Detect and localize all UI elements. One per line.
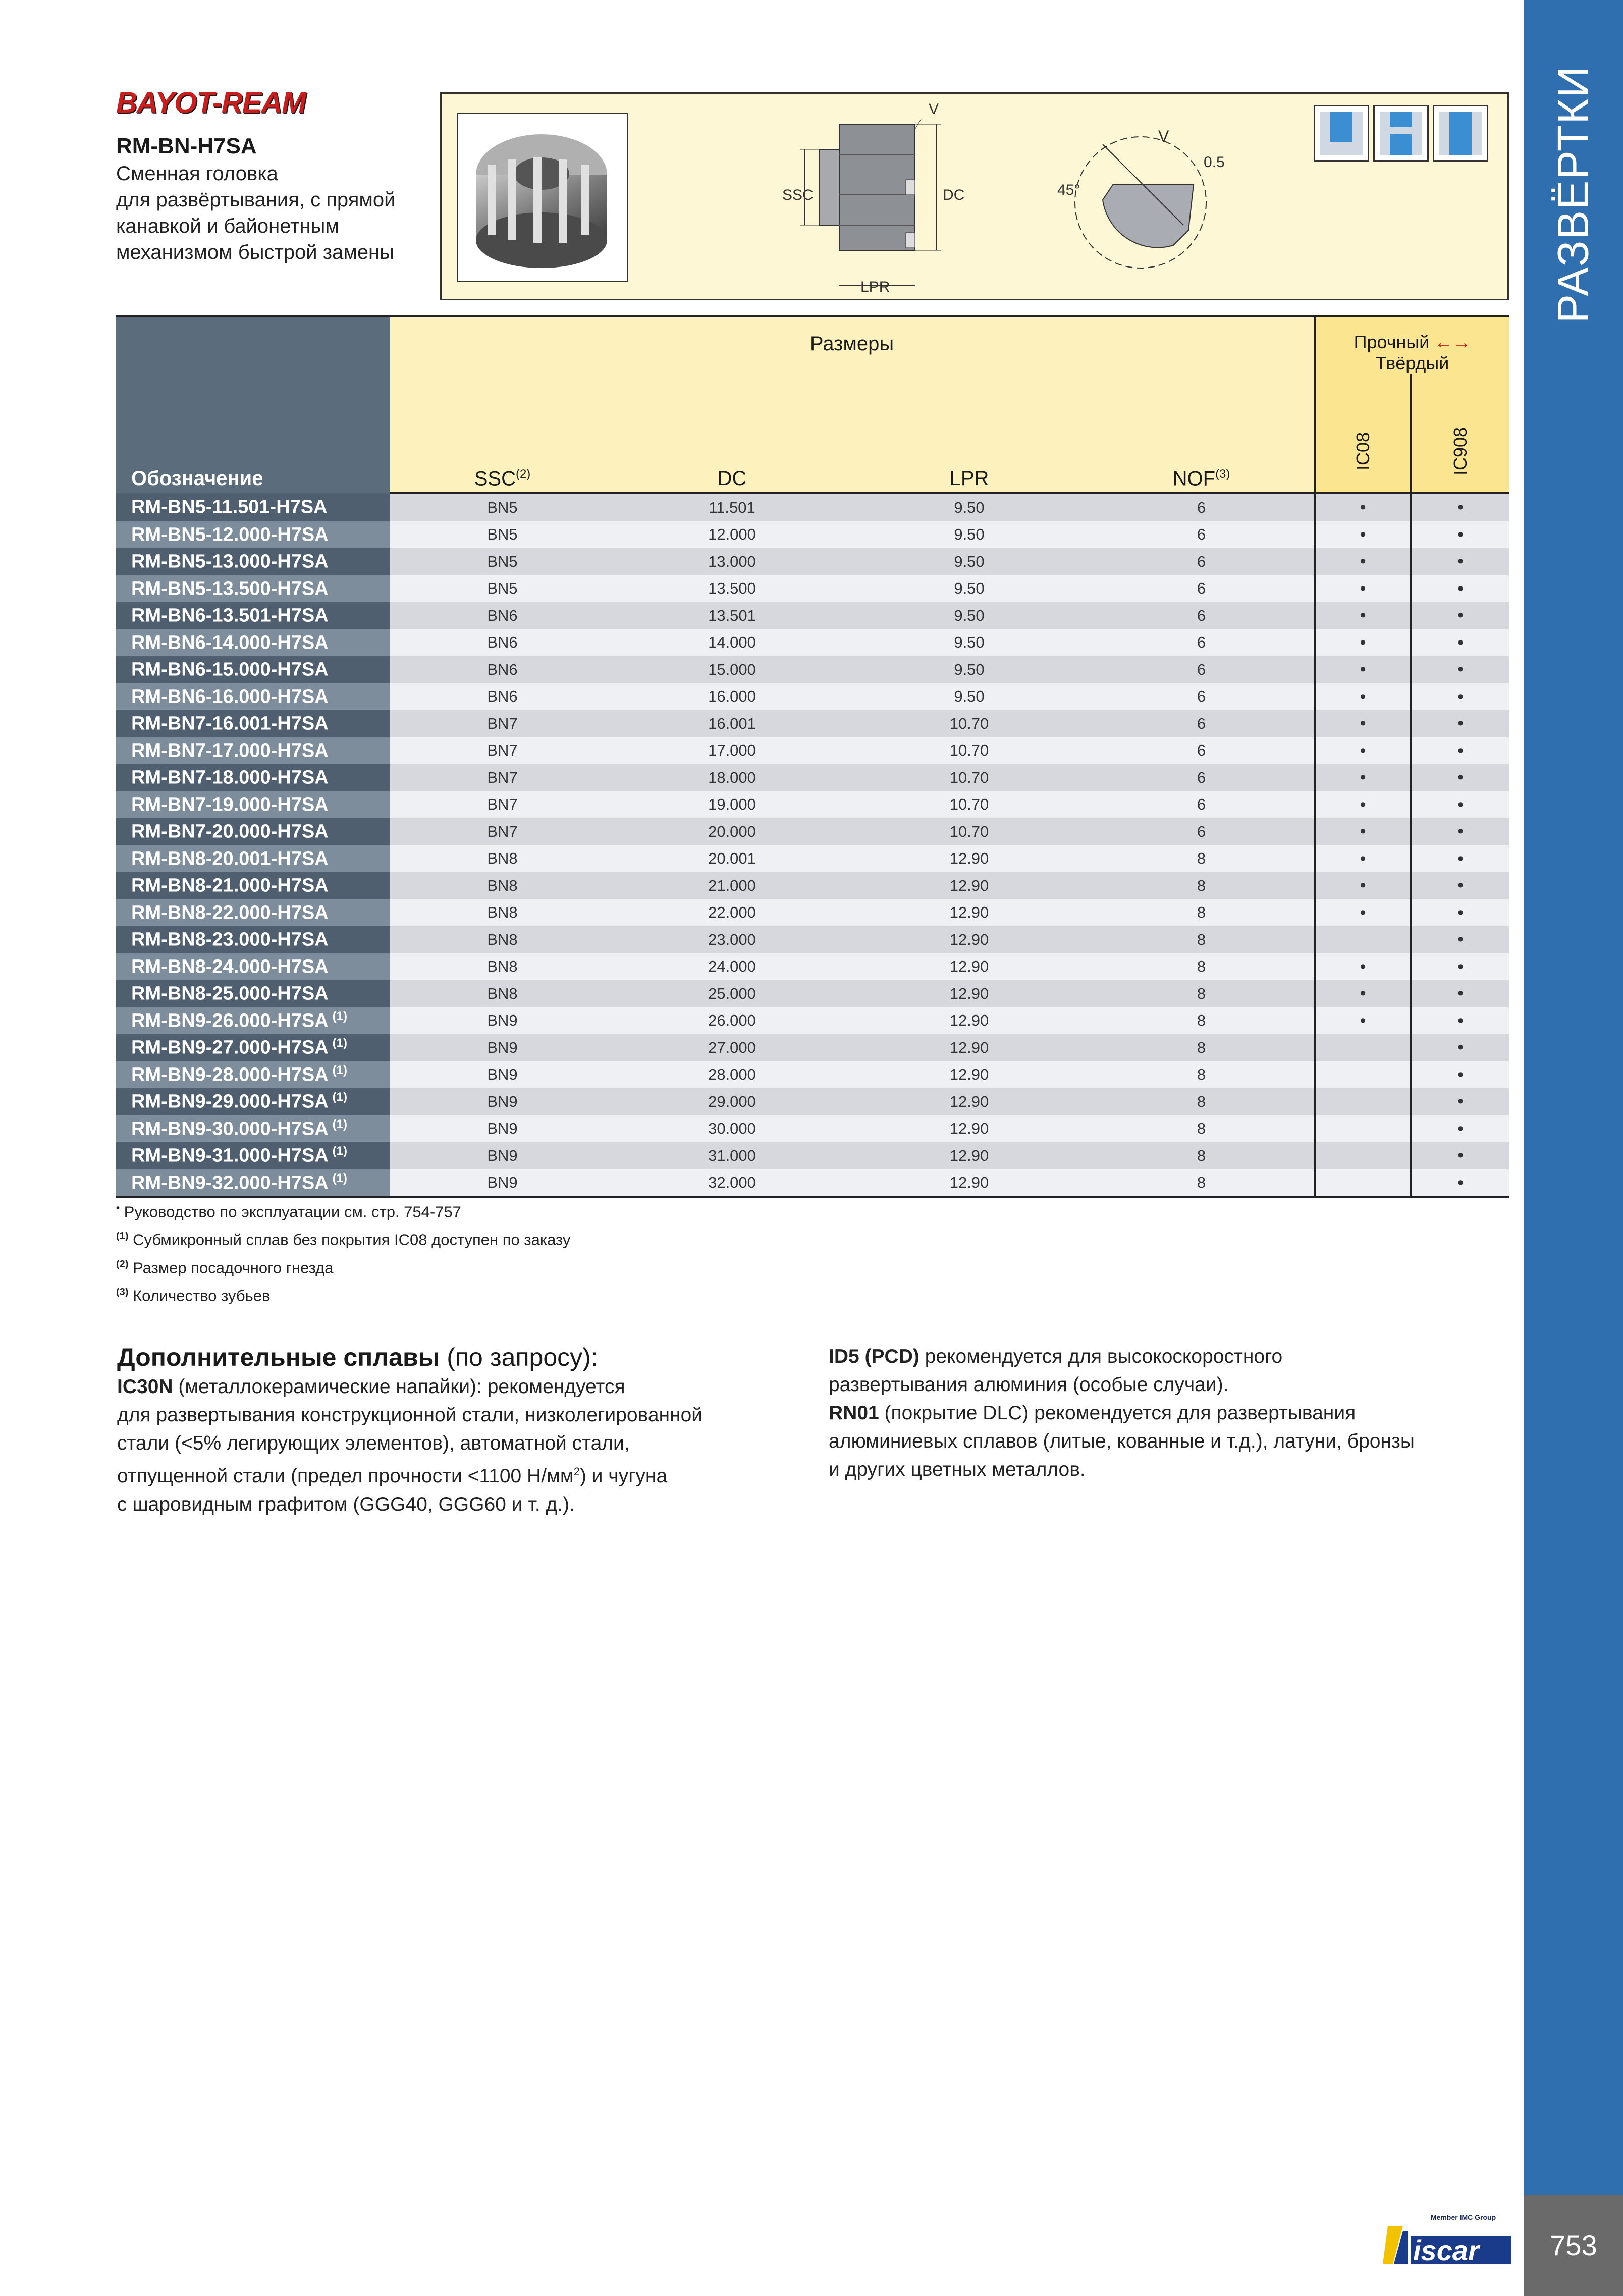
cell-designation: RM-BN6-13.501-H7SA (116, 602, 390, 629)
cell-dc: 20.000 (615, 818, 849, 845)
cell-ic908: • (1411, 629, 1509, 657)
logo-member-text: Member IMC Group (1431, 2213, 1496, 2221)
cell-lpr: 12.90 (849, 980, 1089, 1007)
cell-ssc: BN8 (390, 845, 615, 873)
table-row (116, 1169, 1509, 1198)
cell-ssc: BN5 (390, 575, 615, 603)
cell-nof: 6 (1089, 656, 1315, 683)
cell-nof: 6 (1089, 710, 1315, 737)
cell-nof: 8 (1089, 1034, 1315, 1061)
cell-ic908: • (1411, 602, 1509, 629)
description-line: для развёртывания, с прямой (116, 189, 396, 211)
cell-dc: 29.000 (615, 1088, 849, 1115)
application-icon-interrupted (1373, 105, 1429, 162)
cell-nof: 6 (1089, 493, 1315, 521)
cell-ic08: • (1315, 521, 1411, 549)
cell-ic908: • (1411, 818, 1509, 845)
footnote: $^{(1)}$ Субмикронный сплав без покрытия IC08 доступен по заказу (116, 1231, 571, 1249)
cell-dc: 22.000 (615, 899, 849, 927)
table-row (116, 656, 1509, 683)
cell-ic908: • (1411, 1088, 1509, 1115)
cell-lpr: 12.90 (849, 1169, 1089, 1198)
cell-dc: 30.000 (615, 1115, 849, 1143)
product-table (116, 315, 1509, 1198)
cell-designation: RM-BN9-27.000-H7SA $^{(1)}$ (116, 1034, 390, 1061)
cell-nof: 6 (1089, 548, 1315, 575)
cell-designation: RM-BN5-11.501-H7SA (116, 493, 390, 521)
cell-ssc: BN7 (390, 710, 615, 737)
cell-ic08: • (1315, 575, 1411, 603)
cell-ic908: • (1411, 683, 1509, 711)
cell-ssc: BN5 (390, 548, 615, 575)
cell-lpr: 9.50 (849, 548, 1089, 575)
table-row (116, 602, 1509, 629)
cell-designation: RM-BN8-20.001-H7SA (116, 845, 390, 873)
cell-designation: RM-BN8-25.000-H7SA (116, 980, 390, 1007)
svg-text:iscar: iscar (1413, 2234, 1479, 2266)
cell-designation: RM-BN9-26.000-H7SA $^{(1)}$ (116, 1007, 390, 1035)
cell-designation: RM-BN7-16.001-H7SA (116, 710, 390, 737)
table-row (116, 980, 1509, 1007)
col-grade-ic08: IC08 (1315, 374, 1411, 493)
table-row (116, 521, 1509, 549)
cell-ic908: • (1411, 656, 1509, 683)
cell-ic908: • (1411, 1034, 1509, 1061)
cell-ic908: • (1411, 926, 1509, 953)
cell-ic908: • (1411, 1061, 1509, 1089)
cell-ic908: • (1411, 575, 1509, 603)
cell-lpr: 9.50 (849, 521, 1089, 549)
cell-ssc: BN8 (390, 872, 615, 899)
arrow-icon: ←→ (1434, 332, 1471, 352)
cell-designation: RM-BN7-20.000-H7SA (116, 818, 390, 845)
cell-ssc: BN5 (390, 493, 615, 521)
cell-lpr: 12.90 (849, 872, 1089, 899)
cell-ssc: BN6 (390, 656, 615, 683)
cell-ic908: • (1411, 710, 1509, 737)
cell-dc: 11.501 (615, 493, 849, 521)
cell-nof: 8 (1089, 926, 1315, 953)
header-grade-scale (1315, 316, 1509, 374)
product-photo (457, 113, 628, 282)
cell-ic908: • (1411, 493, 1509, 521)
cell-designation: RM-BN5-13.000-H7SA (116, 548, 390, 575)
cell-lpr: 9.50 (849, 575, 1089, 603)
cell-dc: 13.500 (615, 575, 849, 603)
cell-ic08: • (1315, 737, 1411, 765)
cell-ic908: • (1411, 764, 1509, 791)
cell-designation: RM-BN7-19.000-H7SA (116, 791, 390, 819)
footnote: • Руководство по эксплуатации см. стр. 754-757 (116, 1203, 461, 1221)
cell-ic08 (1315, 926, 1411, 953)
cell-dc: 27.000 (615, 1034, 849, 1061)
cell-ssc: BN9 (390, 1061, 615, 1089)
cell-ssc: BN5 (390, 521, 615, 549)
cell-dc: 32.000 (615, 1169, 849, 1198)
cell-designation: RM-BN9-28.000-H7SA $^{(1)}$ (116, 1061, 390, 1089)
table-row (116, 1034, 1509, 1061)
cell-lpr: 12.90 (849, 1034, 1089, 1061)
col-lpr: LPR (849, 374, 1089, 493)
cell-ic08 (1315, 1115, 1411, 1143)
cell-ic908: • (1411, 953, 1509, 981)
footnote: $^{(2)}$ Размер посадочного гнезда (116, 1258, 334, 1276)
svg-text:0.5: 0.5 (1204, 154, 1225, 171)
cell-ic908: • (1411, 845, 1509, 873)
cell-designation: RM-BN8-21.000-H7SA (116, 872, 390, 899)
cell-dc: 20.001 (615, 845, 849, 873)
cell-nof: 6 (1089, 791, 1315, 819)
table-row (116, 1007, 1509, 1035)
cell-ic08 (1315, 1169, 1411, 1198)
cell-ssc: BN9 (390, 1034, 615, 1061)
cell-ic08: • (1315, 818, 1411, 845)
cell-nof: 8 (1089, 1061, 1315, 1089)
cell-ic08: • (1315, 980, 1411, 1007)
cell-ic908: • (1411, 980, 1509, 1007)
cell-lpr: 12.90 (849, 926, 1089, 953)
cell-designation: RM-BN6-15.000-H7SA (116, 656, 390, 683)
cell-dc: 23.000 (615, 926, 849, 953)
table-row (116, 899, 1509, 927)
cell-nof: 8 (1089, 953, 1315, 981)
product-description (116, 161, 439, 265)
iscar-logo (1383, 2213, 1514, 2269)
table-row (116, 764, 1509, 791)
cell-lpr: 12.90 (849, 953, 1089, 981)
table-row (116, 926, 1509, 953)
description-line: механизмом быстрой замены (116, 241, 394, 263)
cell-dc: 26.000 (615, 1007, 849, 1035)
cell-ic908: • (1411, 791, 1509, 819)
cell-ic908: • (1411, 1007, 1509, 1035)
cell-lpr: 12.90 (849, 1115, 1089, 1143)
cell-dc: 13.000 (615, 548, 849, 575)
table-row (116, 953, 1509, 981)
cell-ic08: • (1315, 629, 1411, 657)
cell-nof: 6 (1089, 629, 1315, 657)
table-row (116, 791, 1509, 819)
table-row (116, 737, 1509, 765)
table-row (116, 710, 1509, 737)
page-number: 753 (1550, 2229, 1597, 2261)
cell-ic08 (1315, 1088, 1411, 1115)
cell-ssc: BN9 (390, 1142, 615, 1169)
cell-nof: 8 (1089, 1115, 1315, 1143)
table-row (116, 845, 1509, 873)
cell-nof: 8 (1089, 845, 1315, 873)
cell-nof: 6 (1089, 737, 1315, 765)
table-row (116, 818, 1509, 845)
description-line: канавкой и байонетным (116, 215, 339, 237)
table-body (116, 493, 1509, 1197)
cell-ic08: • (1315, 656, 1411, 683)
svg-text:LPR: LPR (860, 279, 890, 295)
cell-designation: RM-BN9-30.000-H7SA $^{(1)}$ (116, 1115, 390, 1143)
svg-text:V: V (1158, 127, 1169, 145)
table-row (116, 575, 1509, 603)
cell-dc: 15.000 (615, 656, 849, 683)
cell-nof: 6 (1089, 521, 1315, 549)
cell-nof: 6 (1089, 575, 1315, 603)
table-row (116, 1115, 1509, 1143)
cell-designation: RM-BN8-22.000-H7SA (116, 899, 390, 927)
cell-dc: 12.000 (615, 521, 849, 549)
cell-nof: 8 (1089, 872, 1315, 899)
header-dimensions: Размеры (390, 316, 1315, 374)
brand-logo: BAYOT-REAM (116, 86, 306, 119)
cell-ssc: BN9 (390, 1169, 615, 1198)
cell-ssc: BN8 (390, 899, 615, 927)
cell-dc: 16.000 (615, 683, 849, 711)
cell-ic08: • (1315, 602, 1411, 629)
footnote: $^{(3)}$ Количество зубьев (116, 1286, 270, 1305)
table-row (116, 683, 1509, 711)
cell-ic908: • (1411, 737, 1509, 765)
cell-ic08: • (1315, 872, 1411, 899)
cell-ssc: BN7 (390, 818, 615, 845)
table-row (116, 1061, 1509, 1089)
cell-dc: 19.000 (615, 791, 849, 819)
cell-designation: RM-BN8-24.000-H7SA (116, 953, 390, 981)
cell-ssc: BN8 (390, 926, 615, 953)
cell-ic08: • (1315, 764, 1411, 791)
cell-lpr: 12.90 (849, 1007, 1089, 1035)
table-row (116, 872, 1509, 899)
cell-dc: 31.000 (615, 1142, 849, 1169)
cell-designation: RM-BN9-32.000-H7SA $^{(1)}$ (116, 1169, 390, 1198)
cell-ic908: • (1411, 521, 1509, 549)
cell-nof: 6 (1089, 602, 1315, 629)
cell-ic08: • (1315, 493, 1411, 521)
product-title: RM-BN-H7SA (116, 134, 257, 158)
cell-lpr: 12.90 (849, 899, 1089, 927)
cell-ssc: BN9 (390, 1115, 615, 1143)
cell-nof: 8 (1089, 1088, 1315, 1115)
cell-dc: 17.000 (615, 737, 849, 765)
cell-ic08 (1315, 1061, 1411, 1089)
side-view-drawing (754, 94, 966, 302)
table-row (116, 548, 1509, 575)
cell-nof: 6 (1089, 818, 1315, 845)
cell-nof: 8 (1089, 899, 1315, 927)
cell-designation: RM-BN6-14.000-H7SA (116, 629, 390, 657)
additional-grades-right: ID5 (PCD) рекомендуется для высокоскоростного развертывания алюминия (особые случаи). RN01 (покрытие DLC) рекомендуется для развертывания алюминиевых сплавов (литые, кованные и т.д.), латуни, бронзы и других цветных металлов. (829, 1346, 1415, 1480)
svg-text:V: V (929, 101, 939, 118)
table-row (116, 1142, 1509, 1169)
cell-ic08 (1315, 1142, 1411, 1169)
cell-ic908: • (1411, 1115, 1509, 1143)
col-grade-ic908: IC908 (1411, 374, 1509, 493)
table-row (116, 1088, 1509, 1115)
cell-dc: 14.000 (615, 629, 849, 657)
cell-ic08: • (1315, 710, 1411, 737)
cell-lpr: 12.90 (849, 845, 1089, 873)
cell-ssc: BN8 (390, 953, 615, 981)
section-label: РАЗВЁРТКИ (1549, 65, 1598, 324)
grade-hard: Твёрдый (1375, 353, 1449, 373)
cell-ic08: • (1315, 845, 1411, 873)
cell-ssc: BN8 (390, 980, 615, 1007)
cell-designation: RM-BN7-18.000-H7SA (116, 764, 390, 791)
cell-dc: 24.000 (615, 953, 849, 981)
cell-dc: 25.000 (615, 980, 849, 1007)
reamer-head-image (458, 114, 625, 279)
cell-ssc: BN6 (390, 629, 615, 657)
cell-ic08: • (1315, 899, 1411, 927)
col-ssc: SSC$^{(2)}$ (390, 374, 615, 493)
cell-lpr: 10.70 (849, 791, 1089, 819)
svg-text:DC: DC (943, 187, 965, 203)
cell-ssc: BN7 (390, 764, 615, 791)
cell-ssc: BN7 (390, 791, 615, 819)
cell-designation: RM-BN9-31.000-H7SA $^{(1)}$ (116, 1142, 390, 1169)
svg-text:SSC: SSC (782, 187, 814, 203)
iscar-mark (1383, 2221, 1514, 2269)
cell-dc: 18.000 (615, 764, 849, 791)
cell-designation: RM-BN5-13.500-H7SA (116, 575, 390, 603)
cell-lpr: 9.50 (849, 493, 1089, 521)
cell-lpr: 9.50 (849, 629, 1089, 657)
application-icon-blind-hole (1314, 105, 1369, 162)
cell-lpr: 12.90 (849, 1061, 1089, 1089)
cell-ssc: BN9 (390, 1088, 615, 1115)
cell-designation: RM-BN8-23.000-H7SA (116, 926, 390, 953)
cell-lpr: 10.70 (849, 818, 1089, 845)
cell-designation: RM-BN6-16.000-H7SA (116, 683, 390, 711)
cell-nof: 8 (1089, 980, 1315, 1007)
additional-grades-heading: Дополнительные сплавы (по запросу): (117, 1343, 598, 1371)
cell-lpr: 12.90 (849, 1142, 1089, 1169)
cell-ic908: • (1411, 899, 1509, 927)
cell-ssc: BN9 (390, 1007, 615, 1035)
cell-nof: 6 (1089, 683, 1315, 711)
edge-detail-drawing (1042, 94, 1254, 302)
cell-nof: 8 (1089, 1007, 1315, 1035)
side-band (1524, 0, 1623, 2195)
cell-lpr: 10.70 (849, 710, 1089, 737)
page-number-box (1524, 2195, 1623, 2296)
cell-lpr: 10.70 (849, 764, 1089, 791)
table-row (116, 629, 1509, 657)
cell-lpr: 9.50 (849, 683, 1089, 711)
cell-nof: 8 (1089, 1142, 1315, 1169)
description-line: Сменная головка (116, 163, 278, 185)
cell-ic08: • (1315, 683, 1411, 711)
cell-ic908: • (1411, 872, 1509, 899)
cell-designation: RM-BN7-17.000-H7SA (116, 737, 390, 765)
col-nof: NOF$^{(3)}$ (1089, 374, 1315, 493)
additional-grades-left: IC30N (металлокерамические напайки): рекомендуется для развертывания конструкционной стали, низколегированной стали (<5% легирующих элементов), автоматной стали, отпущенной стали (предел прочности <1100 $Н/мм^2$) и чугуна с шаровидным графитом (GGG40, GGG60 и т. д.). (117, 1376, 703, 1515)
svg-text:45°: 45° (1057, 182, 1080, 198)
cell-dc: 16.001 (615, 710, 849, 737)
cell-lpr: 9.50 (849, 656, 1089, 683)
cell-nof: 6 (1089, 764, 1315, 791)
drawing-panel (440, 92, 1509, 300)
application-icon-through-hole (1433, 105, 1488, 162)
cell-ic08 (1315, 1034, 1411, 1061)
cell-ic908: • (1411, 1142, 1509, 1169)
cell-lpr: 12.90 (849, 1088, 1089, 1115)
cell-ic908: • (1411, 1169, 1509, 1198)
cell-nof: 8 (1089, 1169, 1315, 1198)
cell-lpr: 9.50 (849, 602, 1089, 629)
cell-ic08: • (1315, 1007, 1411, 1035)
cell-designation: RM-BN5-12.000-H7SA (116, 521, 390, 549)
cell-dc: 13.501 (615, 602, 849, 629)
cell-ssc: BN7 (390, 737, 615, 765)
cell-ic908: • (1411, 548, 1509, 575)
cell-designation: RM-BN9-29.000-H7SA $^{(1)}$ (116, 1088, 390, 1115)
col-dc: DC (615, 374, 849, 493)
cell-ssc: BN6 (390, 602, 615, 629)
footnotes (116, 1196, 570, 1308)
cell-ssc: BN6 (390, 683, 615, 711)
cell-dc: 28.000 (615, 1061, 849, 1089)
table-row (116, 493, 1509, 521)
cell-ic08: • (1315, 548, 1411, 575)
cell-lpr: 10.70 (849, 737, 1089, 765)
header-designation: Обозначение (116, 316, 390, 493)
grade-tough: Прочный (1354, 332, 1430, 352)
cell-ic08: • (1315, 953, 1411, 981)
cell-ic08: • (1315, 791, 1411, 819)
cell-dc: 21.000 (615, 872, 849, 899)
